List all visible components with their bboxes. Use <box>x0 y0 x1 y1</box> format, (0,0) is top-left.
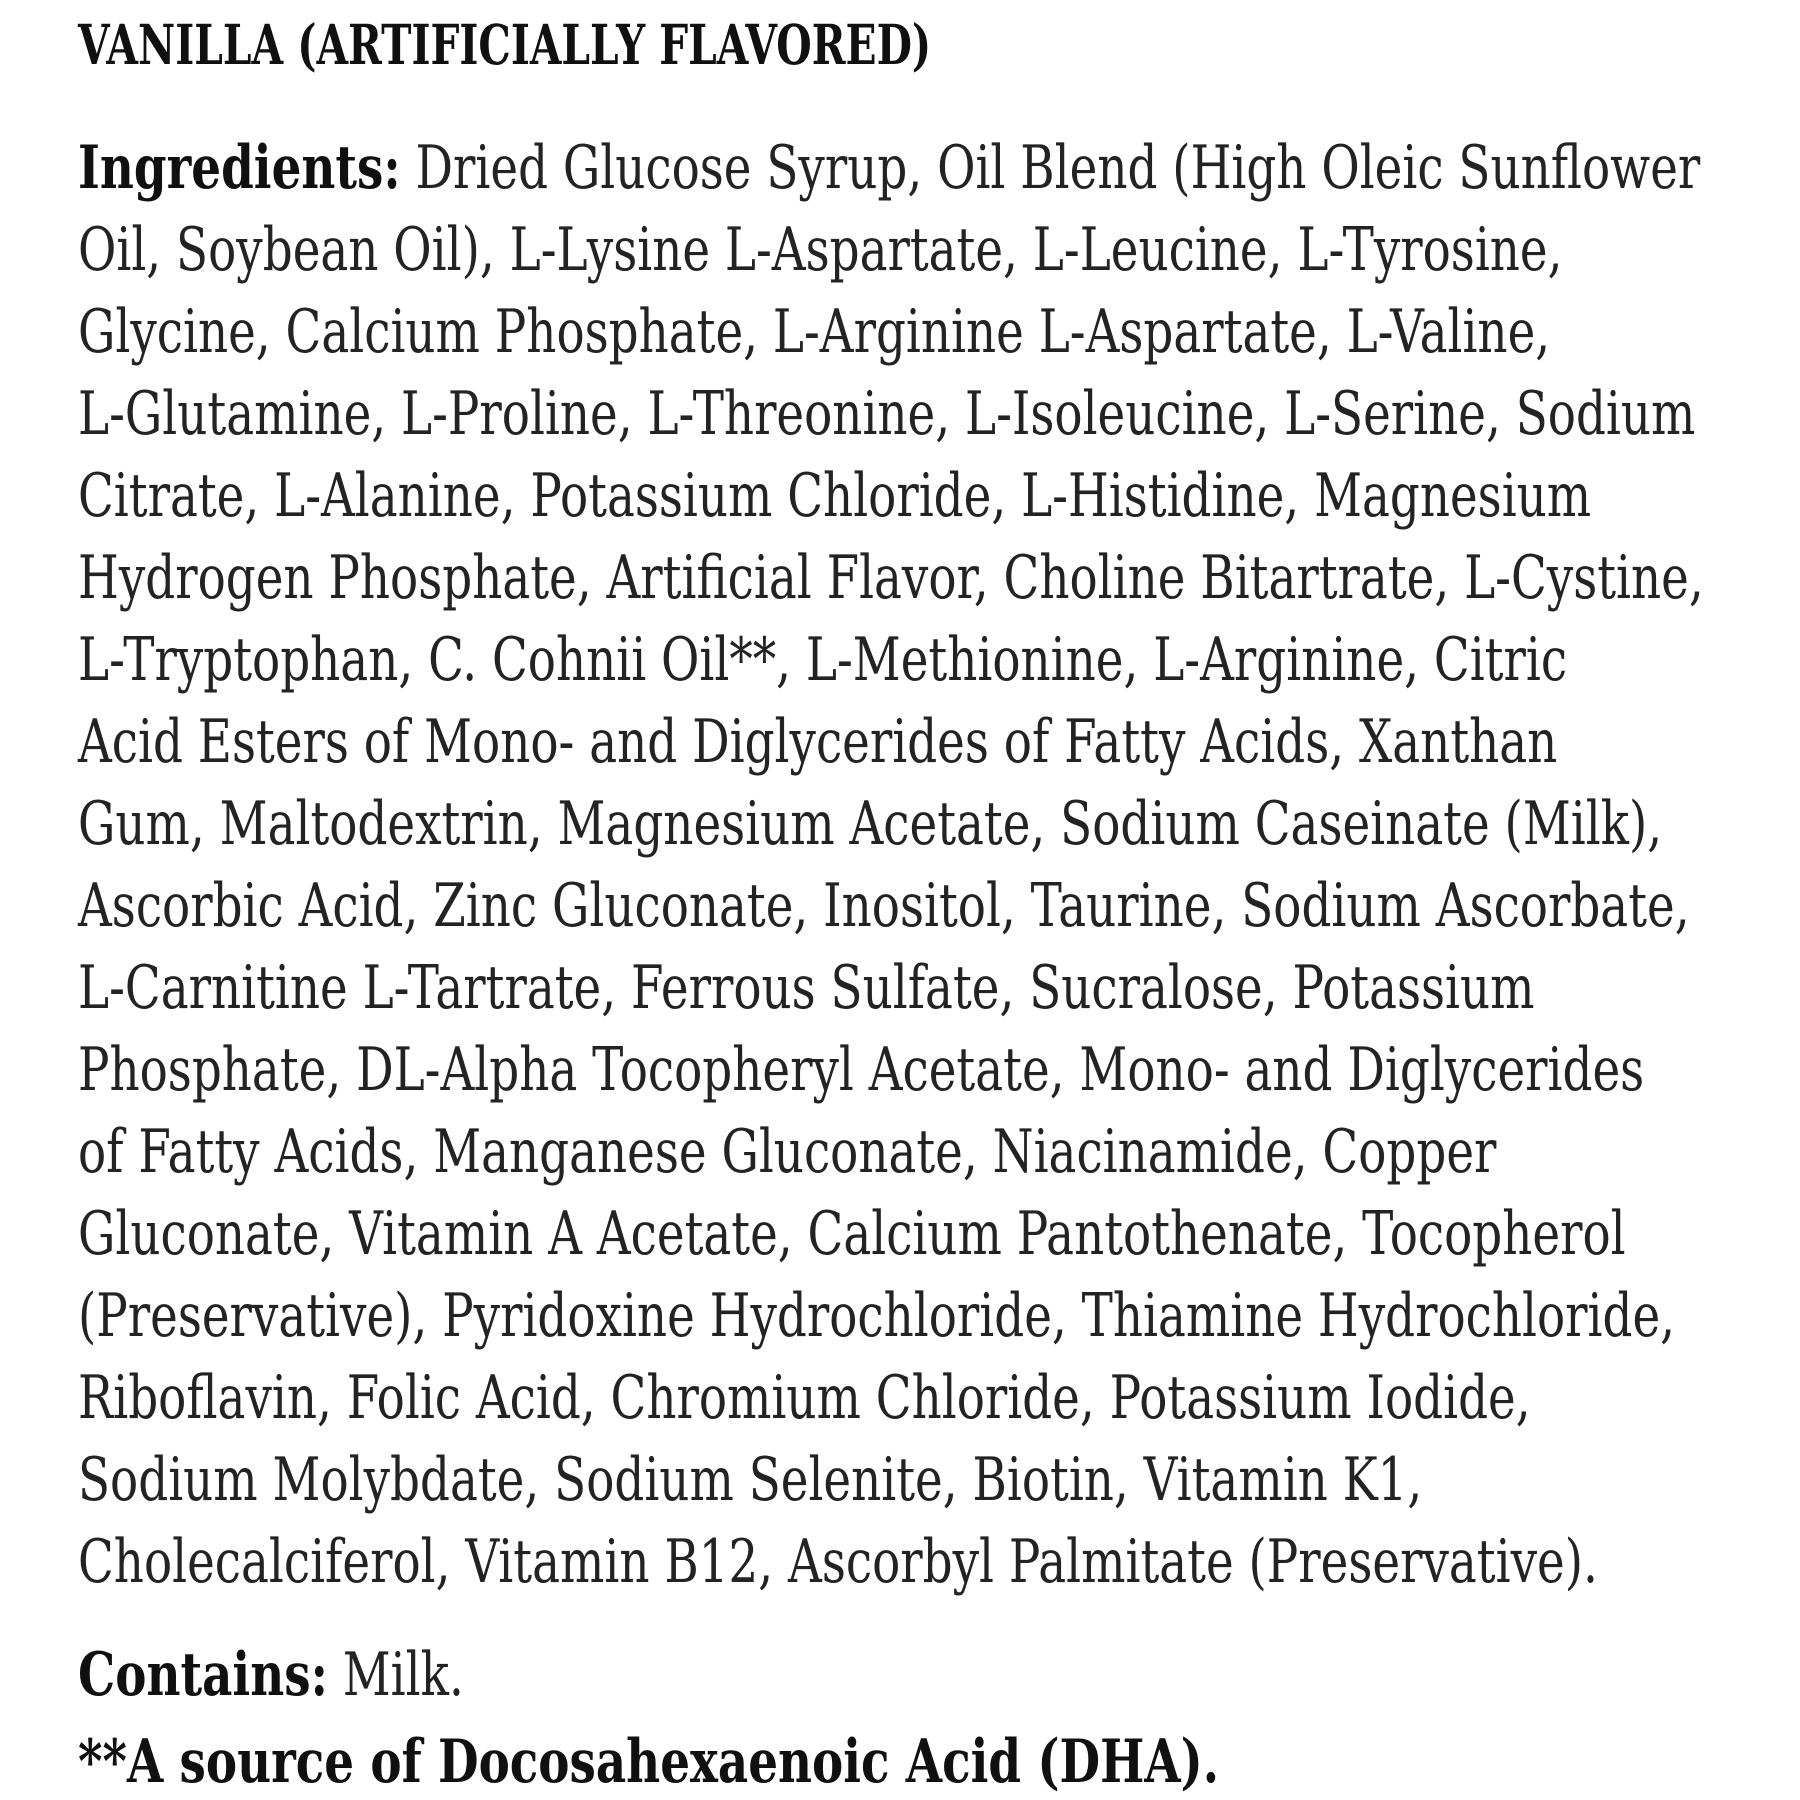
ingredient-line-text: Dried Glucose Syrup, Oil Blend (High Oleic Sunflower <box>415 133 1701 203</box>
ingredient-line: L-Glutamine, L-Proline, L-Threonine, L-Isoleucine, L-Serine, Sodium <box>78 379 1696 449</box>
ingredient-line <box>78 127 1701 209</box>
ingredient-line: of Fatty Acids, Manganese Gluconate, Niacinamide, Copper <box>78 1117 1497 1187</box>
ingredient-line: L-Carnitine L-Tartrate, Ferrous Sulfate, Sucralose, Potassium <box>78 953 1535 1023</box>
ingredient-line: Cholecalciferol, Vitamin B12, Ascorbyl Palmitate (Preservative). <box>78 1527 1598 1597</box>
ingredient-line: Gluconate, Vitamin A Acetate, Calcium Pantothenate, Tocopherol <box>78 1199 1626 1269</box>
ingredient-line: L-Tryptophan, C. Cohnii Oil**, L-Methionine, L-Arginine, Citric <box>78 625 1568 695</box>
ingredient-line: (Preservative), Pyridoxine Hydrochloride, Thiamine Hydrochloride, <box>78 1281 1676 1351</box>
ingredient-line: Ascorbic Acid, Zinc Gluconate, Inositol, Taurine, Sodium Ascorbate, <box>78 871 1690 941</box>
ingredient-line: Citrate, L-Alanine, Potassium Chloride, L-Histidine, Magnesium <box>78 461 1592 531</box>
ingredient-line: Hydrogen Phosphate, Artificial Flavor, Choline Bitartrate, L-Cystine, <box>78 543 1704 613</box>
ingredients-label: Ingredients: <box>78 133 401 203</box>
ingredients-paragraph <box>78 127 1800 1603</box>
ingredient-line: Glycine, Calcium Phosphate, L-Arginine L-Aspartate, L-Valine, <box>78 297 1551 367</box>
contains-label: Contains: <box>78 1640 328 1710</box>
product-flavor-title: VANILLA (ARTIFICIALLY FLAVORED) <box>78 12 932 77</box>
ingredient-line: Acid Esters of Mono- and Diglycerides of Fatty Acids, Xanthan <box>78 707 1558 777</box>
ingredient-line: Sodium Molybdate, Sodium Selenite, Biotin, Vitamin K1, <box>78 1445 1423 1515</box>
ingredient-line: Riboflavin, Folic Acid, Chromium Chloride, Potassium Iodide, <box>78 1363 1531 1433</box>
contains-value: Milk. <box>342 1640 464 1710</box>
ingredient-line: Phosphate, DL-Alpha Tocopheryl Acetate, Mono- and Diglycerides <box>78 1035 1645 1105</box>
ingredient-line: Gum, Maltodextrin, Magnesium Acetate, Sodium Caseinate (Milk), <box>78 789 1663 859</box>
ingredient-line: Oil, Soybean Oil), L-Lysine L-Aspartate, L-Leucine, L-Tyrosine, <box>78 215 1563 285</box>
dha-footnote: **A source of Docosahexaenoic Acid (DHA). <box>78 1727 1220 1797</box>
contains-line <box>78 1634 1421 1716</box>
